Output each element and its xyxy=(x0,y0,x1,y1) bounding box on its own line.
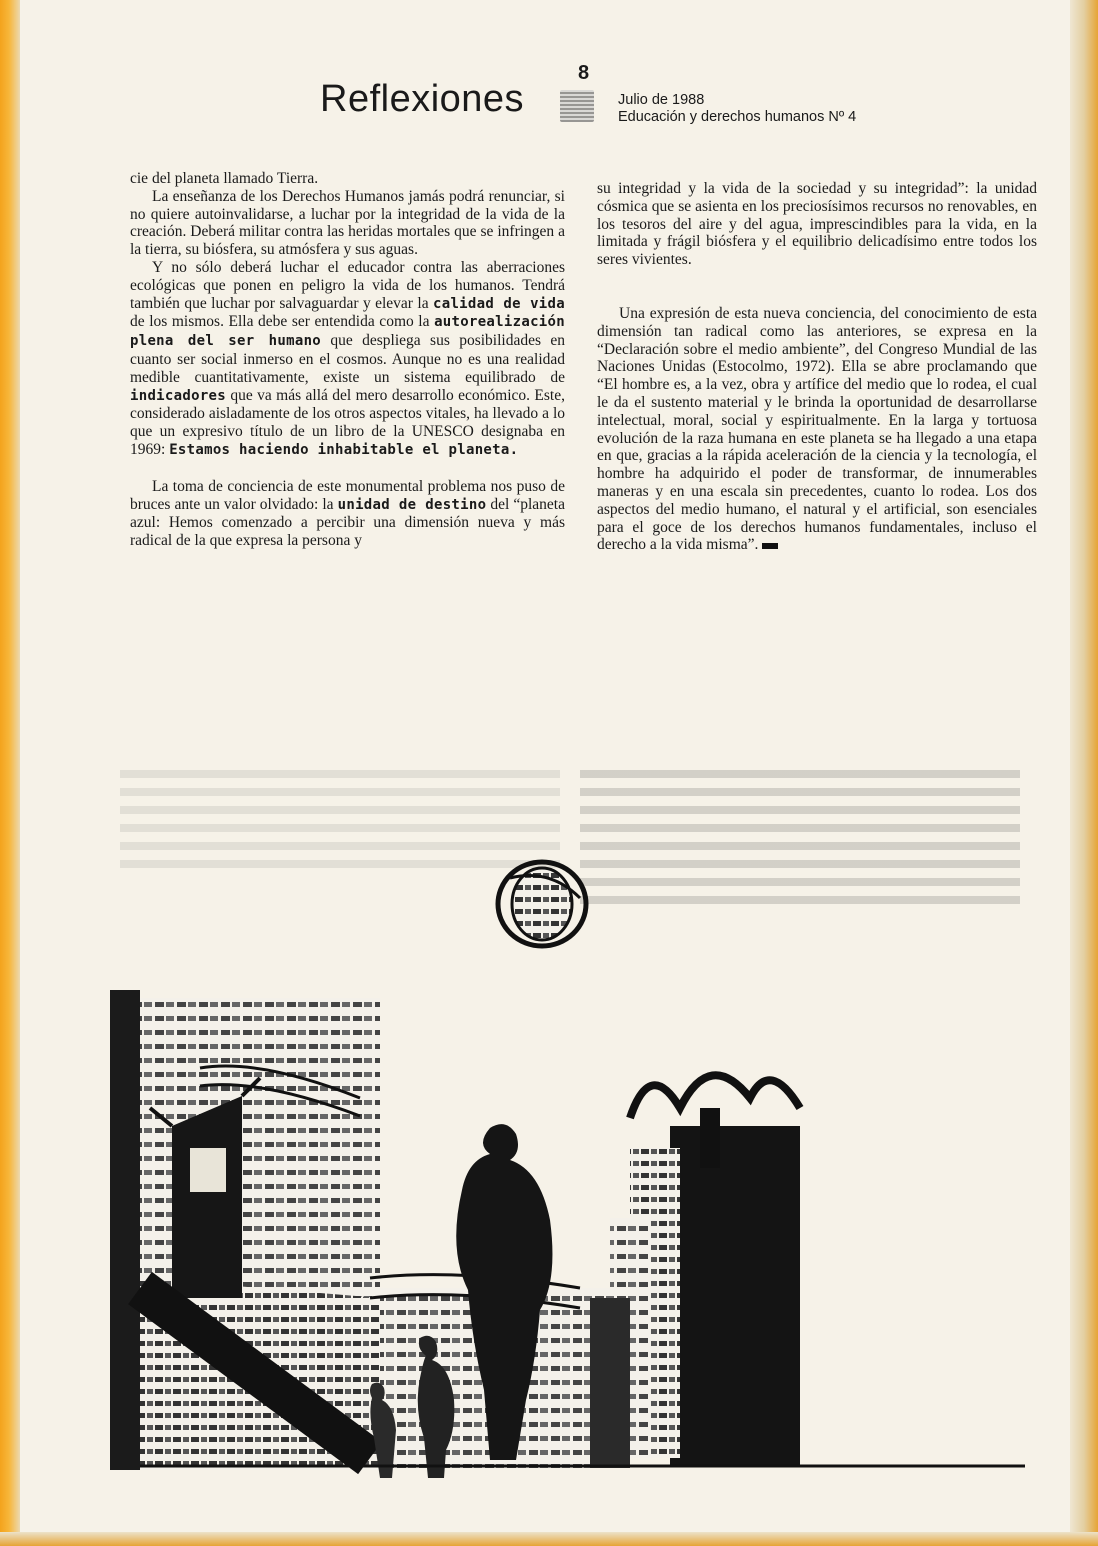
right-column xyxy=(597,180,1037,554)
issue-info xyxy=(618,92,856,126)
right-watchtower xyxy=(610,1075,800,1466)
left-paragraph-3 xyxy=(130,259,565,460)
page-edge-right xyxy=(1070,0,1098,1546)
text-span: Y no sólo deberá luchar el educador contra las aberraciones ecológicas que ponen en peligro la vida de los humanos. Tendrá también que luchar por salvaguardar y elevar la xyxy=(130,258,565,312)
issue-date: Julio de 1988 xyxy=(618,92,705,108)
right-paragraph-2 xyxy=(597,305,1037,554)
end-of-article-icon xyxy=(762,543,778,549)
page-header xyxy=(320,62,940,132)
text-span: que despliega sus posibilidades en cuanto ser social inmerso en el cosmos. Aunque no es una realidad medible cuantitativamente, existe un sistema equilibrado de xyxy=(130,332,566,386)
left-paragraph-1: cie del planeta llamado Tierra. xyxy=(130,170,319,187)
left-newsprint-wall xyxy=(110,990,380,1470)
emphasis-book-title: Estamos haciendo inhabitable el planeta. xyxy=(169,441,519,458)
emphasis-unidad-de-destino: unidad de destino xyxy=(337,496,487,513)
left-paragraph-4 xyxy=(130,478,565,550)
emphasis-indicadores: indicadores xyxy=(130,387,227,404)
text-span: de los mismos. Ella debe ser entendida como la xyxy=(130,313,435,331)
text-span: La toma de conciencia de este monumental problema nos puso de bruces ante un valor olvidado: la xyxy=(130,477,565,513)
right-paragraph-1: su integridad y la vida de la sociedad y su integridad”: la unidad cósmica que se asienta en los preciosísimos recursos no renovables, en los tesoros del aire y del agua, imprescindibles para la vida, en la limitada y frágil biósfera y el equilibrio delicadísimo entre todos los seres vivientes. xyxy=(597,180,1037,269)
masthead-title: Reflexiones xyxy=(320,78,525,120)
left-column xyxy=(130,170,565,550)
emphasis-calidad-de-vida: calidad de vida xyxy=(432,295,565,312)
page-edge-bottom xyxy=(0,1532,1098,1546)
page-edge-left xyxy=(0,0,20,1546)
text-span: Una expresión de esta nueva conciencia, del conocimiento de esta dimensión tan radical como las anteriores, se expresa en la “Declaración sobre el medio ambiente”, del Congreso Mundial de las Naciones Unidas (Estocolmo, 1972). Ella se abre proclamando que “El hombre es, a la vez, obra y artífice del medio que lo rodea, el cual le da el sustento material y le brinda la oportunidad de desarrollarse intelectual, moral, social y espiritualmente. En la larga y tortuosa evolución de la raza humana en este planeta se ha llegado a una etapa en que, gracias a la rápida aceleración de la ciencia y la tecnología, el hombre ha adquirido el poder de transformar, de innumerables maneras y en una escala sin precedentes, cuanto lo rodea. Los dos aspectos del medio humano, el natural y el artificial, son esenciales para el goce de los derechos humanos fundamentales, incluso el derecho a la vida misma”. xyxy=(597,304,1037,554)
moon-globe-icon xyxy=(498,862,586,946)
left-paragraph-2: La enseñanza de los Derechos Humanos jamás podrá renunciar, si no quiere autoinvalidarse, a luchar por la integridad de la vida de la creación. Deberá militar contra las heridas mortales que se infringen a la tierra, su biósfera, su atmósfera y sus aguas. xyxy=(130,187,565,259)
collage-illustration xyxy=(110,858,1030,1478)
emphasis-autorealizacion: autorealización plena del ser humano xyxy=(130,314,565,350)
bleed-through-text xyxy=(120,770,560,870)
masthead-logo-icon xyxy=(560,90,594,122)
text-span: que va más allá del mero desarrollo económico. Este, considerado aisladamente de los otros aspectos vitales, ha llevado a lo que un expresivo título de un libro de la UNESCO designaba en 1969: xyxy=(130,386,565,458)
issue-subtitle: Educación y derechos humanos Nº 4 xyxy=(618,109,857,125)
text-span: del “planeta azul: Hemos comenzado a percibir una dimensión nueva y más radical de la que expresa la persona y xyxy=(130,495,565,550)
page-number: 8 xyxy=(578,62,590,84)
